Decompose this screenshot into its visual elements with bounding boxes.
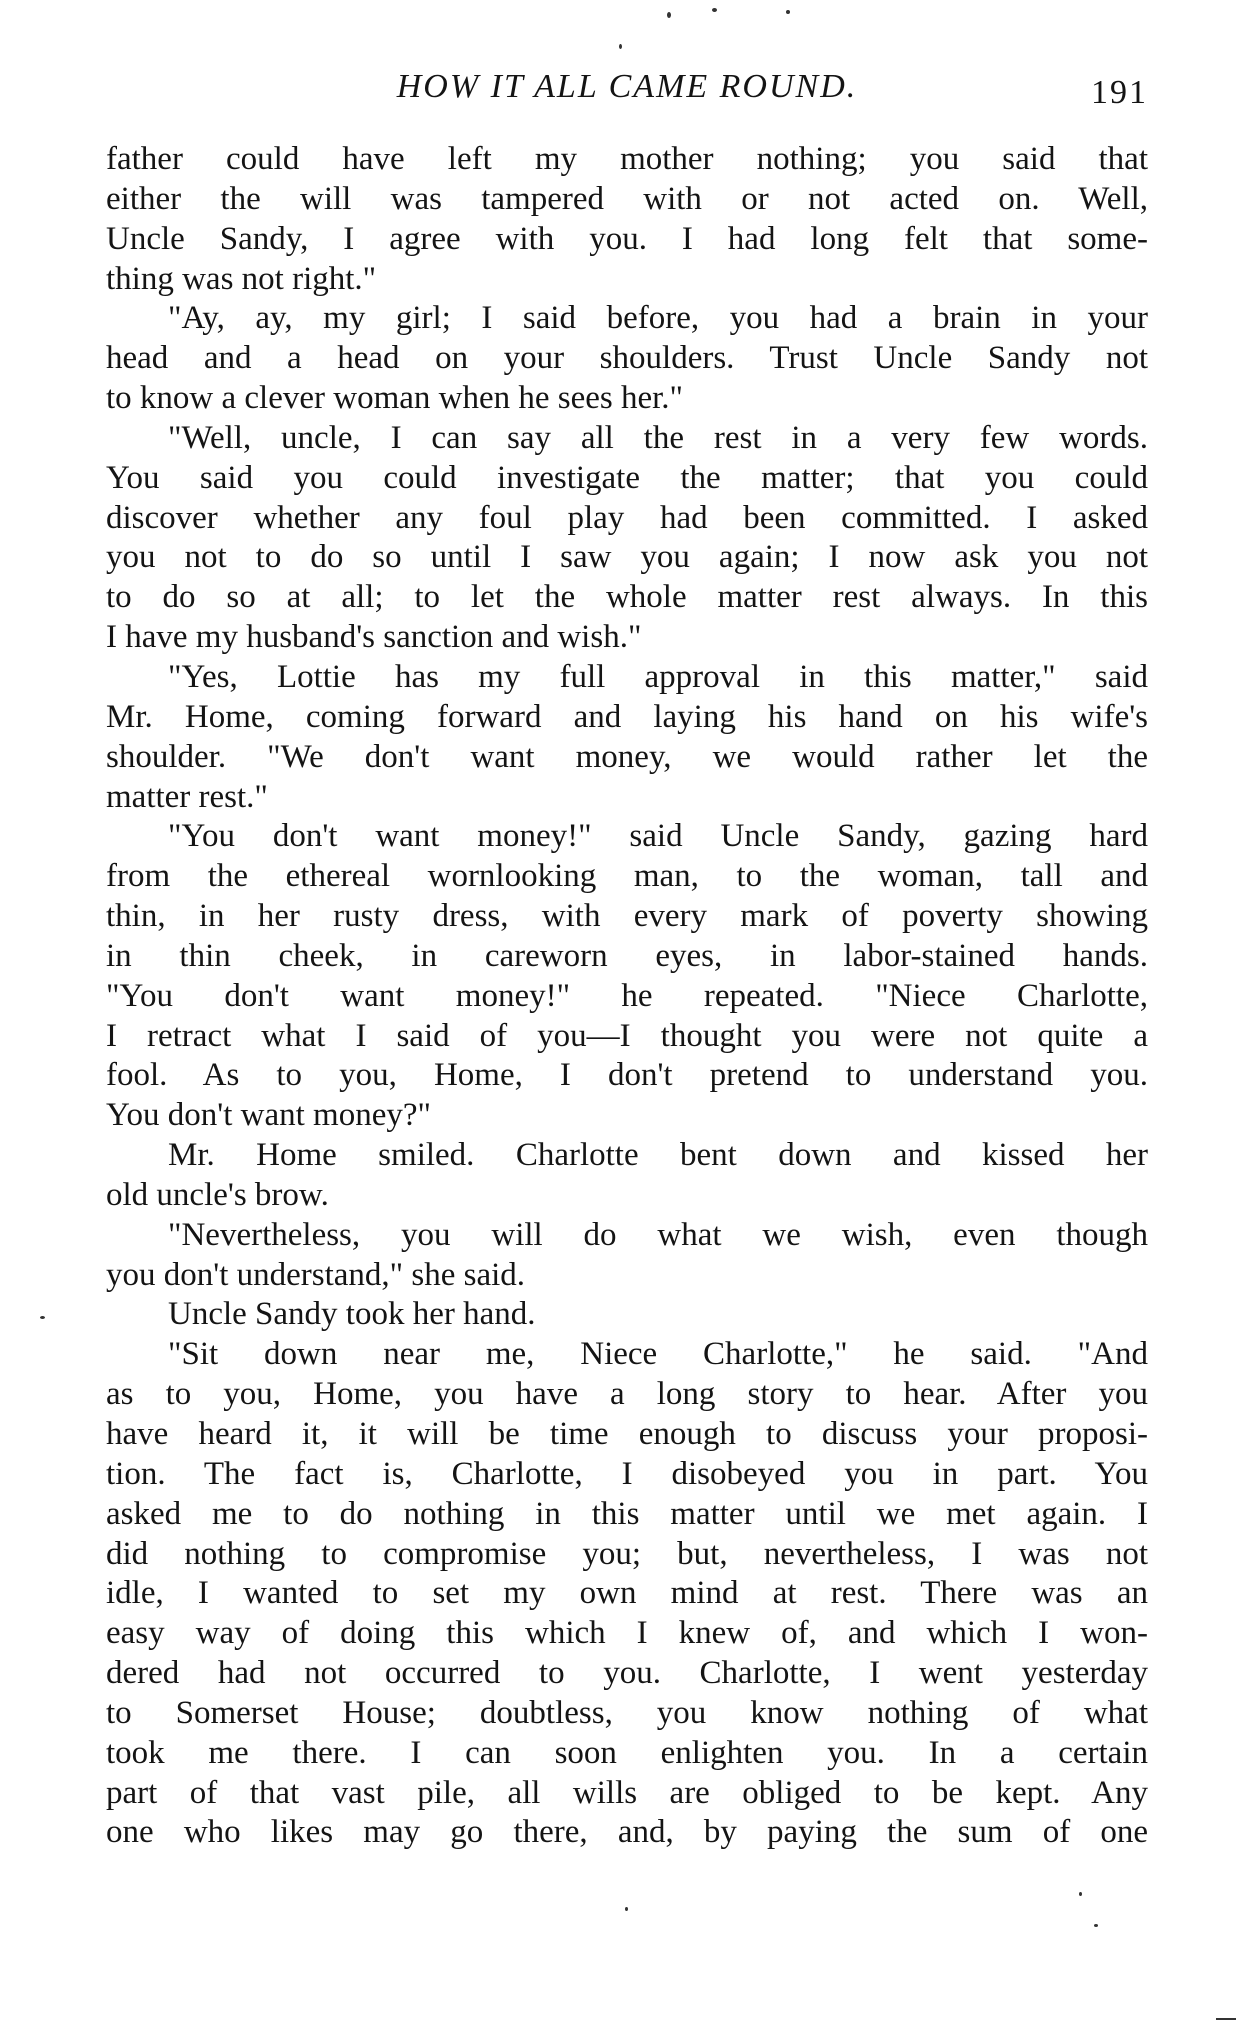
text-line: you don't understand," she said.	[106, 1256, 526, 1293]
scan-speck	[1216, 2018, 1236, 2020]
text-line: easy way of doing this which I knew of, and which I won-	[106, 1615, 1148, 1652]
body-text	[106, 140, 1148, 1853]
text-line: head and a head on your shoulders. Trust Uncle Sandy not	[106, 340, 1148, 377]
text-line: You don't want money?"	[106, 1097, 431, 1134]
text-line: have heard it, it will be time enough to discuss your proposi-	[106, 1416, 1148, 1452]
text-line: "You don't want money!" he repeated. "Niece Charlotte,	[106, 977, 1148, 1014]
scan-speck	[619, 44, 622, 49]
text-line: fool. As to you, Home, I don't pretend to understand you.	[106, 1057, 1148, 1094]
text-line: either the will was tampered with or not acted on. Well,	[106, 180, 1148, 217]
text-line: idle, I wanted to set my own mind at rest. There was an	[106, 1575, 1148, 1612]
text-line: from the ethereal wornlooking man, to the woman, tall and	[106, 858, 1148, 895]
text-line: tion. The fact is, Charlotte, I disobeyed you in part. You	[106, 1455, 1148, 1492]
text-line: "Nevertheless, you will do what we wish, even though	[168, 1216, 1148, 1253]
scan-speck	[712, 8, 717, 12]
text-line: thing was not right."	[106, 260, 377, 297]
text-line: dered had not occurred to you. Charlotte, I went yesterday	[106, 1655, 1148, 1692]
text-line: took me there. I can soon enlighten you. In a certain	[106, 1734, 1148, 1771]
scan-speck	[1094, 1924, 1098, 1927]
text-line: as to you, Home, you have a long story to hear. After you	[106, 1376, 1148, 1413]
scan-speck	[667, 12, 671, 18]
text-line: in thin cheek, in careworn eyes, in labor-stained hands.	[106, 937, 1148, 974]
text-line: discover whether any foul play had been committed. I asked	[106, 499, 1148, 536]
text-line: "Ay, ay, my girl; I said before, you had a brain in your	[168, 300, 1148, 337]
text-line: matter rest."	[106, 778, 268, 815]
text-line: to know a clever woman when he sees her."	[106, 380, 684, 417]
text-line: part of that vast pile, all wills are obliged to be kept. Any	[106, 1774, 1148, 1811]
text-line: old uncle's brow.	[106, 1176, 329, 1213]
text-line: "You don't want money!" said Uncle Sandy, gazing hard	[168, 818, 1148, 855]
text-line: You said you could investigate the matter; that you could	[106, 459, 1148, 496]
scan-speck	[786, 10, 790, 14]
text-line: "Sit down near me, Niece Charlotte," he said. "And	[168, 1336, 1148, 1373]
text-line: shoulder. "We don't want money, we would rather let the	[106, 738, 1148, 775]
text-line: to do so at all; to let the whole matter rest always. In this	[106, 579, 1148, 616]
text-line: you not to do so until I saw you again; I now ask you not	[106, 539, 1148, 576]
text-line: I retract what I said of you—I thought you were not quite a	[106, 1017, 1148, 1054]
text-line: Uncle Sandy took her hand.	[168, 1296, 536, 1333]
scan-speck	[1079, 1892, 1082, 1896]
text-line: to Somerset House; doubtless, you know nothing of what	[106, 1694, 1148, 1731]
scan-speck	[40, 1316, 45, 1319]
text-line: Mr. Home, coming forward and laying his hand on his wife's	[106, 698, 1148, 735]
running-head	[106, 62, 1148, 112]
page-number: 191	[1091, 74, 1148, 111]
scan-speck	[625, 1907, 628, 1911]
text-line: father could have left my mother nothing; you said that	[106, 141, 1148, 177]
text-line: Uncle Sandy, I agree with you. I had long felt that some-	[106, 220, 1148, 257]
text-line: did nothing to compromise you; but, nevertheless, I was not	[106, 1535, 1148, 1572]
running-title: HOW IT ALL CAME ROUND.	[396, 68, 858, 105]
text-line: thin, in her rusty dress, with every mark of poverty showing	[106, 898, 1148, 935]
text-line: one who likes may go there, and, by paying the sum of one	[106, 1814, 1148, 1851]
text-line: Mr. Home smiled. Charlotte bent down and kissed her	[168, 1137, 1148, 1174]
text-line: "Yes, Lottie has my full approval in this matter," said	[168, 658, 1148, 695]
text-line: asked me to do nothing in this matter until we met again. I	[106, 1495, 1148, 1532]
text-line: "Well, uncle, I can say all the rest in a very few words.	[168, 419, 1148, 456]
text-line: I have my husband's sanction and wish."	[106, 619, 642, 656]
